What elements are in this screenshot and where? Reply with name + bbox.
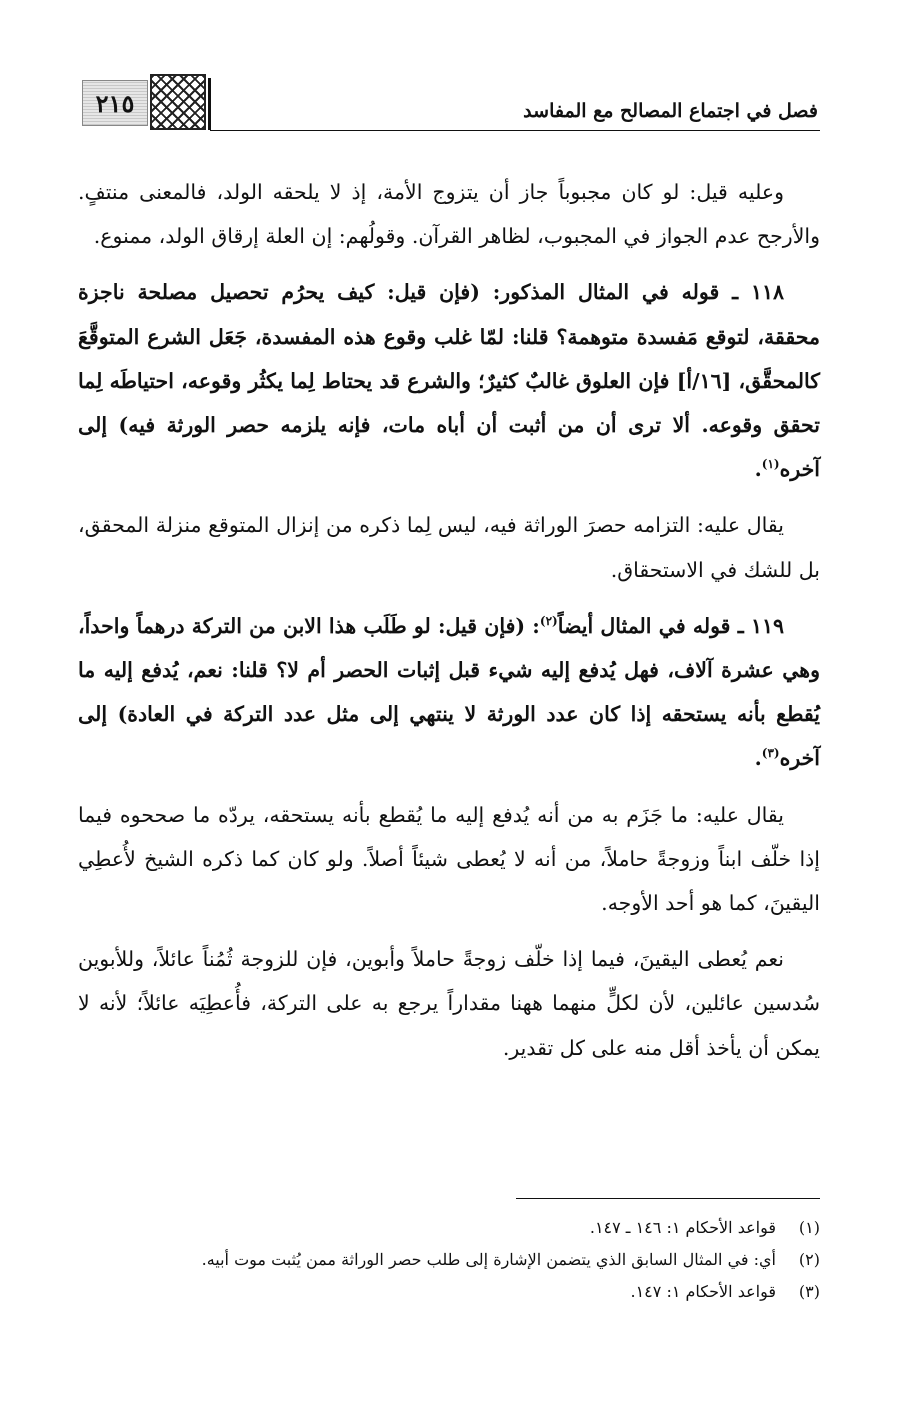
- footnote-ref[interactable]: (١): [761, 457, 780, 472]
- footnote-rule: [516, 1198, 820, 1199]
- footnote-text: قواعد الأحكام ١: ١٤٧.: [630, 1282, 776, 1301]
- page-number-box: [82, 80, 148, 126]
- paragraph: [78, 503, 820, 591]
- footnote-ref[interactable]: (٣): [761, 746, 780, 761]
- paragraph-text: ١١٨ ـ قوله في المثال المذكور: (فإن قيل: كيف يحرُم تحصيل مصلحة ناجزة محققة، لتوقع مَفسدة متوهمة؟ قلنا: لمّا غلب وقوع هذه المفسدة، جَعَل الشرع المتوقَّعَ كالمحقَّق، [١٦/أ] فإن العلوق غالبٌ كثيرٌ؛ والشرع قد يحتاط لِما يكثُر وقوعه، احتياطَه لِما تحقق وقوعه. ألا ترى أن من أثبت أن أباه مات، فإنه يلزمه حصر الورثة فيه) إلى آخره: [78, 280, 820, 482]
- main-text: [78, 170, 820, 1082]
- footnote: [60, 1212, 820, 1244]
- paragraph-text-cont: : (فإن قيل: لو طَلَب هذا الابن من التركة درهماً واحداً، وهي عشرة آلاف، فهل يُدفع إليه شيء قبل إثبات الحصر أم لا؟ قلنا: نعم، يُدفع إليه ما يُقطع بأنه يستحقه إذا كان عدد الورثة لا ينتهي إلى مثل عدد التركة في العادة) إلى آخره: [78, 613, 820, 771]
- footnote: [60, 1276, 820, 1308]
- paragraph: [78, 270, 820, 491]
- running-header: [80, 70, 820, 132]
- footnote: [60, 1244, 820, 1276]
- paragraph-end: .: [754, 457, 762, 482]
- page-number: ٢١٥: [95, 88, 135, 118]
- header-rule: [210, 130, 820, 131]
- paragraph-text: ١١٩ ـ قوله في المثال أيضاً: [557, 613, 785, 638]
- paragraph-text: وعليه قيل: لو كان مجبوباً جاز أن يتزوج الأمة، إذ لا يلحقه الولد، فالمعنى منتفٍ. والأرجح عدم الجواز في المجبوب، لظاهر القرآن. وقولُهم: إن العلة إرقاق الولد، ممنوع.: [78, 180, 820, 249]
- paragraph-end: .: [754, 746, 762, 771]
- paragraph: [78, 793, 820, 926]
- paragraph: [78, 604, 820, 781]
- footnote-number: (١): [798, 1218, 820, 1237]
- footnotes: [60, 1212, 820, 1308]
- paragraph: [78, 170, 820, 258]
- paragraph-text: يقال عليه: التزامه حصرَ الوراثة فيه، ليس لِما ذكره من إنزال المتوقع منزلة المحقق، بل للشك في الاستحقاق.: [78, 513, 820, 582]
- ornament-divider: [208, 78, 211, 130]
- footnote-number: (٣): [798, 1282, 820, 1301]
- footnote-number: (٢): [798, 1250, 820, 1269]
- paragraph-text: نعم يُعطى اليقينَ، فيما إذا خلّف زوجةً حاملاً وأبوين، فإن للزوجة ثُمُناً عائلاً، وللأبوين سُدسين عائلين، لأن لكلٍّ منهما ههنا مقداراً يرجع به على التركة، فأُعطِيَه عائلاً؛ لأنه لا يمكن أن يأخذ أقل منه على كل تقدير.: [78, 947, 820, 1060]
- paragraph-text: يقال عليه: ما جَزَم به من أنه يُدفع إليه ما يُقطع بأنه يستحقه، يردّه ما صححوه فيما إذا خلّف ابناً وزوجةً حاملاً، من أنه لا يُعطى شيئاً أصلاً. ولو كان كما ذكره الشيخ لأُعطِي اليقينَ، كما هو أحد الأوجه.: [78, 802, 820, 916]
- footnote-text: أي: في المثال السابق الذي يتضمن الإشارة إلى طلب حصر الوراثة ممن يُثبت موت أبيه.: [201, 1250, 776, 1269]
- ornament-icon: [150, 74, 206, 130]
- chapter-title: فصل في اجتماع المصالح مع المفاسد: [523, 100, 818, 122]
- footnote-text: قواعد الأحكام ١: ١٤٦ ـ ١٤٧.: [589, 1218, 776, 1237]
- footnote-ref[interactable]: (٢): [539, 614, 558, 628]
- paragraph: [78, 937, 820, 1070]
